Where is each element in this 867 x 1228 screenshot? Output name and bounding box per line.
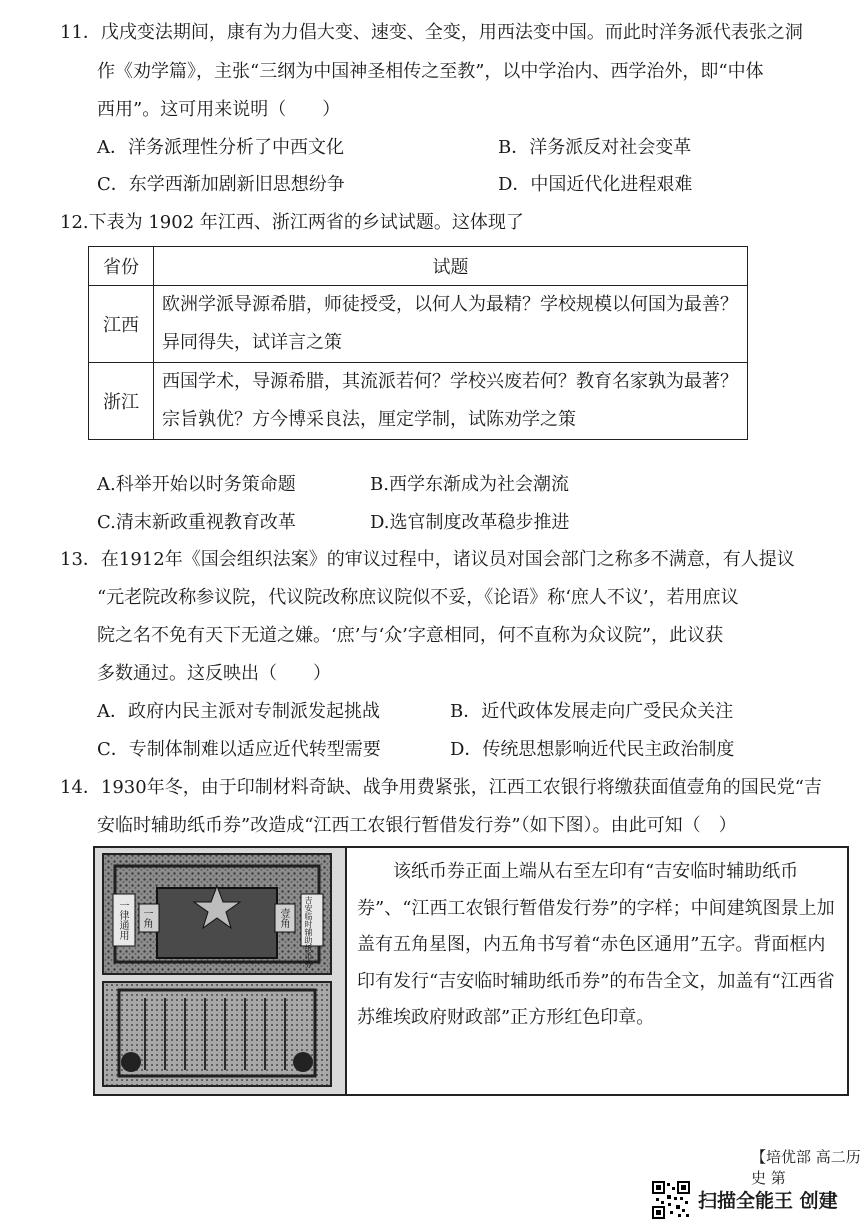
page-footer-label: 【培优部 高二历史 第 [751,1148,861,1187]
q11-option-c: C．东学西渐加剧新旧思想纷争 [97,174,345,195]
banknote-right-value: 壹角 [278,908,289,928]
q13-option-b: B．近代政体发展走向广受民众关注 [450,701,734,722]
province-cell: 浙江 [89,363,154,440]
q12-option-a: A.科举开始以时务策命题 [97,474,296,495]
q11-option-b: B．洋务派反对社会变革 [498,137,692,158]
q13-line-3: 院之名不免有天下无道之嫌。‘庶’与‘众’字意相同，何不直称为众议院”，此议获 [97,625,724,646]
q11-line-2: 作《劝学篇》，主张“三纲为中国神圣相传之至教”，以中学治内、西学治外，即“中体 [97,61,764,82]
province-cell: 江西 [89,286,154,363]
q13-option-c: C．专制体制难以适应近代转型需要 [97,739,381,760]
q12-option-c: C.清末新政重视教育改革 [97,512,296,533]
q12-stem: 12.下表为 1902 年江西、浙江两省的乡试试题。这体现了 [60,212,524,233]
banknote-figure [93,846,849,1096]
question-cell: 西国学术，导源希腊，其流派若何？学校兴废若何？教育名家孰为最著？宗旨孰优？方今博采良法，厘定学制，试陈劝学之策 [154,363,748,440]
banknote-left-label: 一律通用 [117,900,128,940]
banknote-illustration [95,848,345,1094]
q11-option-a: A．洋务派理性分析了中西文化 [97,137,344,158]
question-cell: 欧洲学派导源希腊，师徒授受，以何人为最精？学校规模以何国为最善？异同得失，试详言之策 [154,286,748,363]
exam-questions-table [88,246,748,440]
q11-option-d: D．中国近代化进程艰难 [498,174,693,195]
scanner-watermark: 扫描全能王 创建 [698,1190,838,1212]
q13-line-2: “元老院改称参议院，代议院改称庶议院似不妥，《论语》称‘庶人不议’，若用庶议 [97,587,739,608]
table-row [89,286,748,363]
q14-line-1: 14．1930年冬，由于印制材料奇缺、战争用费紧张，江西工农银行将缴获面值壹角的国民党“吉 [60,777,822,798]
q13-option-d: D．传统思想影响近代民主政治制度 [450,739,735,760]
q13-line-1: 13．在1912年《国会组织法案》的审议过程中，诸议员对国会部门之称多不满意，有人提议 [60,549,795,570]
table-row [89,363,748,440]
q12-option-d: D.选官制度改革稳步推进 [370,512,570,533]
banknote-right-label: 吉安临时辅助纸币券 [304,896,313,968]
q14-line-2: 安临时辅助纸币券”改造成“江西工农银行暂借发行券”（如下图）。由此可知（ ） [97,815,737,836]
q13-option-a: A．政府内民主派对专制派发起挑战 [97,701,380,722]
banknote-description: 该纸币券正面上端从右至左印有“吉安临时辅助纸币券”、“江西工农银行暂借发行券”的字样；中间建筑图景上加盖有五角星图，内五角书写着“赤色区通用”五字。背面框内印有发行“吉安临时辅助纸币券”的布告全文，加盖有“江西省苏维埃政府财政部”正方形红色印章。 [357,861,835,1029]
table-header-row [89,247,748,286]
q11-line-1: 11．戊戌变法期间，康有为力倡大变、速变、全变，用西法变中国。而此时洋务派代表张之洞 [60,22,803,43]
header-province: 省份 [89,247,154,286]
banknote-image [95,848,347,1094]
q13-line-4: 多数通过。这反映出（ ） [97,663,331,684]
q12-option-b: B.西学东渐成为社会潮流 [370,474,569,495]
qr-code-icon [652,1181,690,1219]
q11-line-3: 西用”。这可用来说明（ ） [97,99,341,120]
header-question: 试题 [154,247,748,286]
banknote-left-value: 一角 [141,908,152,928]
